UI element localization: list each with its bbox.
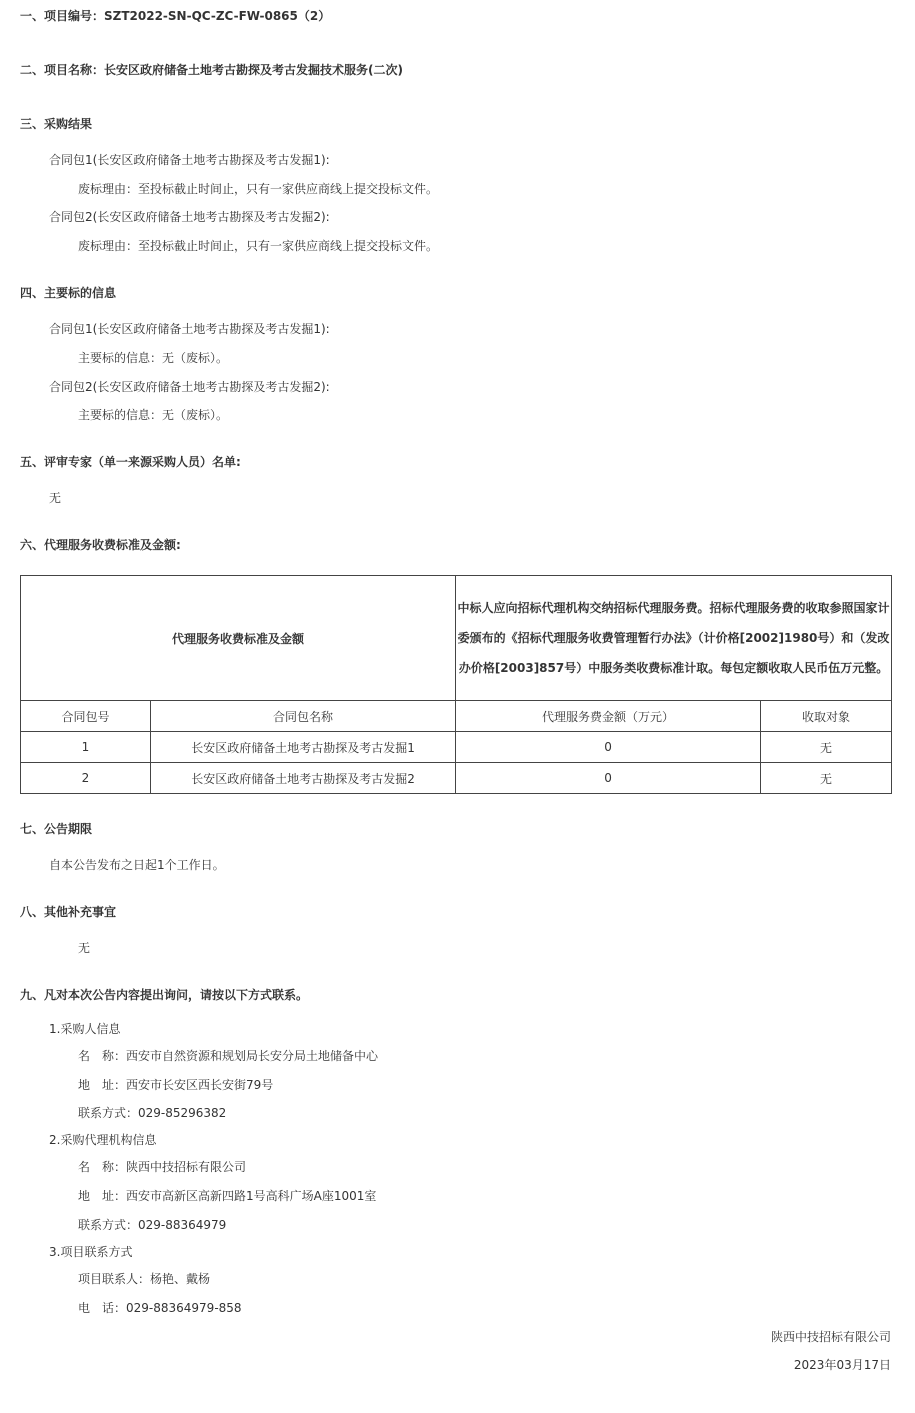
table-cell: 0	[456, 763, 761, 794]
project-name: 二、项目名称：长安区政府储备土地考古勘探及考古发掘技术服务(二次)	[20, 63, 403, 77]
agency-fee-table	[20, 575, 892, 794]
section-experts-title: 五、评审专家（单一来源采购人员）名单:	[20, 455, 241, 469]
section-other-matters-title: 八、其他补充事宜	[20, 905, 117, 919]
agent-info-heading: 2.采购代理机构信息	[49, 1133, 157, 1147]
project-contact-phone: 电 话：029-88364979-858	[78, 1301, 242, 1315]
table-row	[21, 732, 892, 763]
experts-value: 无	[49, 491, 62, 505]
result-package-2: 合同包2(长安区政府储备土地考古勘探及考古发掘2):	[49, 210, 330, 224]
fee-standard-label: 代理服务收费标准及金额	[21, 576, 456, 701]
table-header-row	[21, 701, 892, 732]
project-contact-person: 项目联系人：杨艳、戴杨	[78, 1272, 211, 1286]
project-number: 一、项目编号：SZT2022-SN-QC-ZC-FW-0865（2）	[20, 9, 331, 23]
table-cell: 2	[21, 763, 151, 794]
table-cell: 无	[761, 763, 892, 794]
section-contact-title: 九、凡对本次公告内容提出询问，请按以下方式联系。	[20, 988, 309, 1002]
table-cell: 1	[21, 732, 151, 763]
subject-package-2-info: 主要标的信息：无（废标）。	[78, 408, 229, 422]
result-package-1-reason: 废标理由：至投标截止时间止，只有一家供应商线上提交投标文件。	[78, 182, 439, 196]
result-package-1: 合同包1(长安区政府储备土地考古勘探及考古发掘1):	[49, 153, 330, 167]
subject-package-2: 合同包2(长安区政府储备土地考古勘探及考古发掘2):	[49, 380, 330, 394]
buyer-phone: 联系方式：029-85296382	[78, 1106, 227, 1120]
agent-address: 地 址：西安市高新区高新四路1号高科广场A座1001室	[78, 1189, 377, 1203]
column-header: 收取对象	[761, 701, 892, 732]
footer-date: 2023年03月17日	[793, 1358, 891, 1372]
subject-package-1: 合同包1(长安区政府储备土地考古勘探及考古发掘1):	[49, 322, 330, 336]
buyer-name: 名 称：西安市自然资源和规划局长安分局土地储备中心	[78, 1049, 379, 1063]
table-cell: 0	[456, 732, 761, 763]
section-main-subject-title: 四、主要标的信息	[20, 286, 117, 300]
other-matters-value: 无	[78, 941, 91, 955]
section-procurement-result-title: 三、采购结果	[20, 117, 93, 131]
project-contact-heading: 3.项目联系方式	[49, 1245, 133, 1259]
buyer-address: 地 址：西安市长安区西长安街79号	[78, 1078, 274, 1092]
buyer-info-heading: 1.采购人信息	[49, 1022, 121, 1036]
column-header: 代理服务费金额（万元）	[456, 701, 761, 732]
agent-phone: 联系方式：029-88364979	[78, 1218, 227, 1232]
notice-period-value: 自本公告发布之日起1个工作日。	[49, 858, 225, 872]
section-notice-period-title: 七、公告期限	[20, 822, 93, 836]
table-cell: 长安区政府储备土地考古勘探及考古发掘2	[151, 763, 456, 794]
column-header: 合同包名称	[151, 701, 456, 732]
result-package-2-reason: 废标理由：至投标截止时间止，只有一家供应商线上提交投标文件。	[78, 239, 439, 253]
footer-company: 陕西中技招标有限公司	[770, 1330, 891, 1344]
section-agency-fee-title: 六、代理服务收费标准及金额:	[20, 538, 181, 552]
table-cell: 长安区政府储备土地考古勘探及考古发掘1	[151, 732, 456, 763]
table-cell: 无	[761, 732, 892, 763]
agent-name: 名 称：陕西中技招标有限公司	[78, 1160, 247, 1174]
column-header: 合同包号	[21, 701, 151, 732]
fee-standard-value: 中标人应向招标代理机构交纳招标代理服务费。招标代理服务费的收取参照国家计委颁布的《招标代理服务收费管理暂行办法》（计价格[2002]1980号）和（发改办价格[2003]857号）中服务类收费标准计取。每包定额收取人民币伍万元整。	[456, 576, 892, 701]
table-row	[21, 763, 892, 794]
subject-package-1-info: 主要标的信息：无（废标）。	[78, 351, 229, 365]
